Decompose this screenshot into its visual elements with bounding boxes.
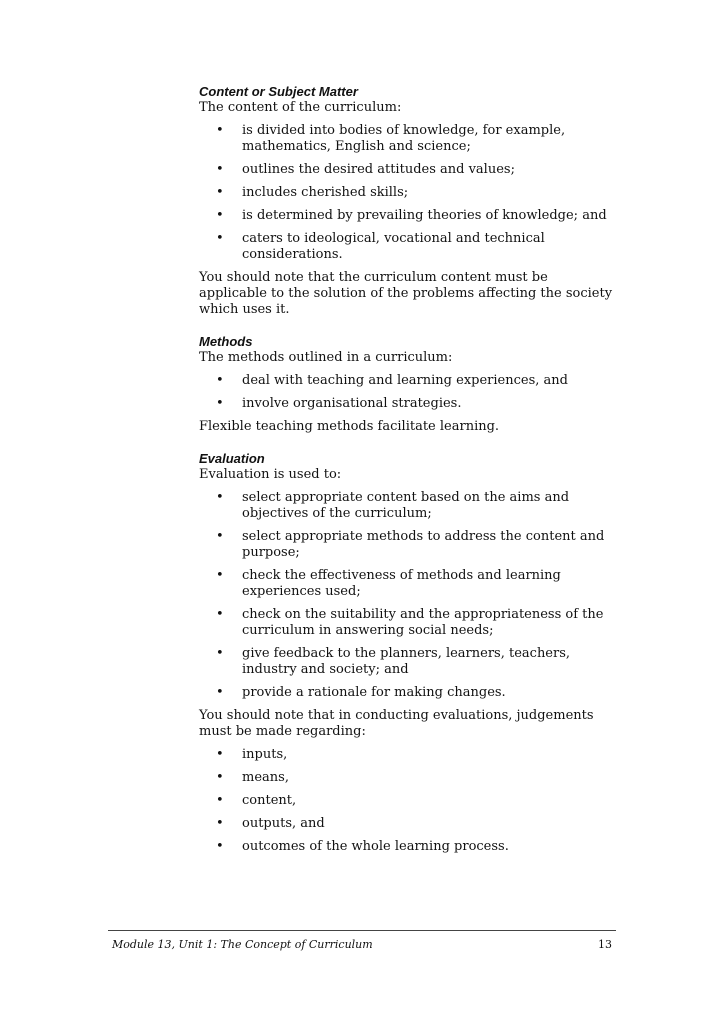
bullet-icon: • — [216, 770, 224, 785]
bullet-icon: • — [216, 396, 224, 411]
footer-module-title: Module 13, Unit 1: The Concept of Curriculum — [112, 938, 373, 951]
section-evaluation — [199, 451, 619, 855]
bullet-icon: • — [216, 373, 224, 388]
section-note: You should note that in conducting evaluations, judgements must be made regarding: — [199, 708, 594, 739]
list-item: • give feedback to the planners, learners, teachers, industry and society; and — [216, 646, 571, 677]
bullet-list-judgements — [199, 747, 619, 855]
bullet-icon: • — [216, 185, 224, 200]
bullet-icon: • — [216, 568, 224, 583]
list-item: • means, — [216, 770, 289, 785]
section-intro: Evaluation is used to: — [199, 467, 342, 482]
bullet-icon: • — [216, 607, 224, 622]
bullet-list — [199, 373, 619, 412]
bullet-icon: • — [216, 747, 224, 762]
list-item: • is divided into bodies of knowledge, for example, mathematics, English and science; — [216, 123, 566, 154]
list-item: • includes cherished skills; — [216, 185, 409, 200]
list-item: • select appropriate content based on the aims and objectives of the curriculum; — [216, 490, 570, 521]
bullet-icon: • — [216, 529, 224, 544]
bullet-icon: • — [216, 123, 224, 138]
list-item: • check on the suitability and the appropriateness of the curriculum in answering social needs; — [216, 607, 604, 638]
bullet-list — [199, 490, 619, 701]
bullet-icon: • — [216, 208, 224, 223]
section-intro: The content of the curriculum: — [199, 100, 402, 115]
bullet-icon: • — [216, 839, 224, 854]
bullet-icon: • — [216, 231, 224, 246]
bullet-icon: • — [216, 490, 224, 505]
list-item: • provide a rationale for making changes. — [216, 685, 506, 700]
bullet-icon: • — [216, 793, 224, 808]
section-note: Flexible teaching methods facilitate learning. — [199, 419, 500, 434]
section-heading: Evaluation — [199, 451, 265, 466]
page-content — [199, 84, 619, 855]
section-content-subject-matter — [199, 84, 619, 318]
section-heading: Content or Subject Matter — [199, 84, 358, 99]
list-item: • check the effectiveness of methods and learning experiences used; — [216, 568, 561, 599]
list-item: • content, — [216, 793, 297, 808]
footer-divider — [108, 930, 616, 931]
list-item: • select appropriate methods to address the content and purpose; — [216, 529, 605, 560]
section-methods — [199, 334, 619, 435]
list-item: • outcomes of the whole learning process. — [216, 839, 509, 854]
bullet-list — [199, 123, 619, 263]
page-number: 13 — [598, 938, 612, 951]
list-item: • outlines the desired attitudes and values; — [216, 162, 515, 177]
bullet-icon: • — [216, 162, 224, 177]
section-heading: Methods — [199, 334, 253, 349]
section-intro: The methods outlined in a curriculum: — [199, 350, 453, 365]
section-note: You should note that the curriculum content must be applicable to the solution of the problems affecting the society which uses it. — [199, 270, 613, 317]
list-item: • outputs, and — [216, 816, 325, 831]
list-item: • inputs, — [216, 747, 288, 762]
bullet-icon: • — [216, 685, 224, 700]
list-item: • involve organisational strategies. — [216, 396, 462, 411]
bullet-icon: • — [216, 816, 224, 831]
list-item: • deal with teaching and learning experiences, and — [216, 373, 568, 388]
list-item: • caters to ideological, vocational and technical considerations. — [216, 231, 545, 262]
bullet-icon: • — [216, 646, 224, 661]
list-item: • is determined by prevailing theories of knowledge; and — [216, 208, 607, 223]
